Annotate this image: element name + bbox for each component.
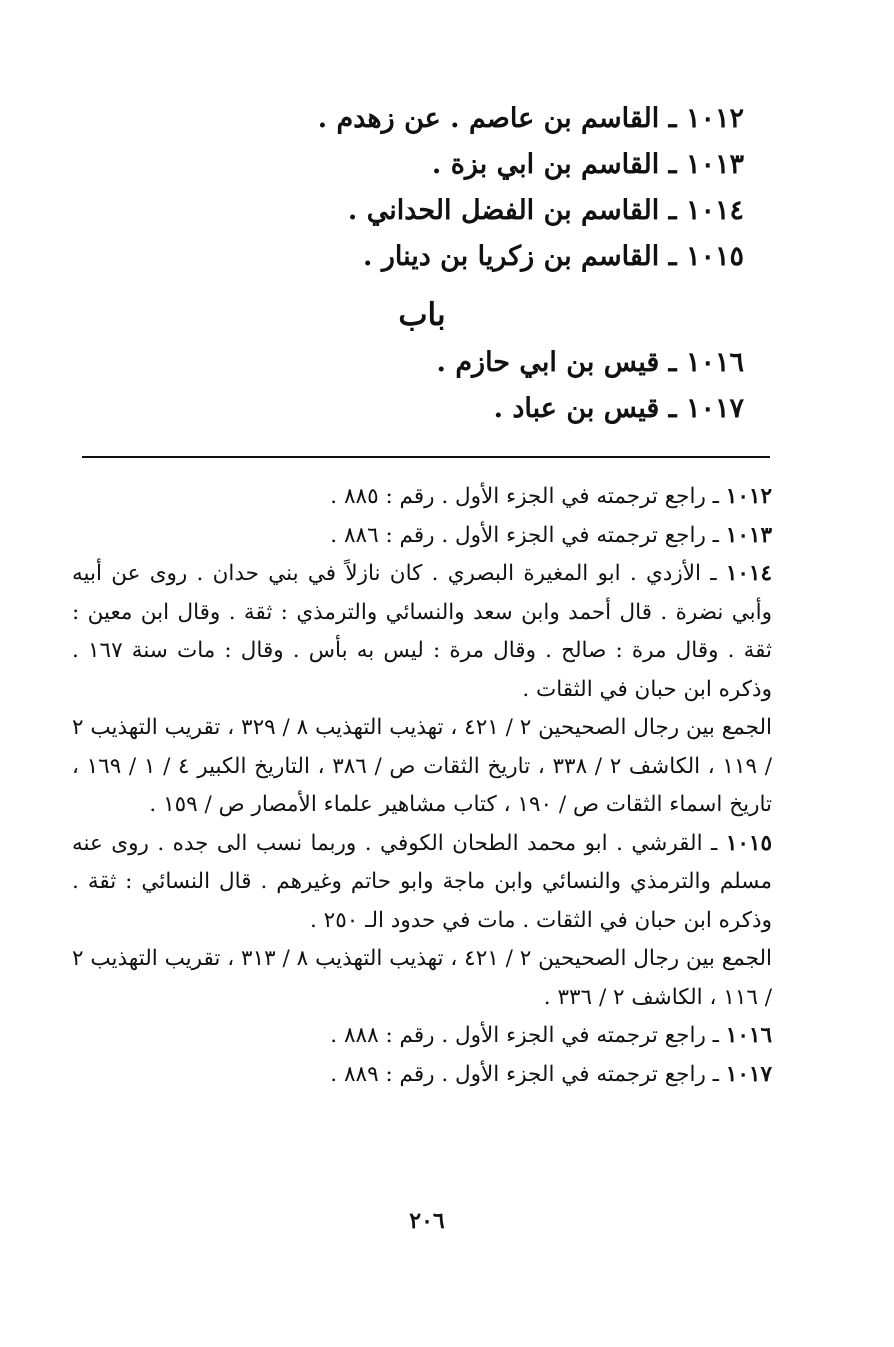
footnote-number: ١٠١٢ <box>725 484 772 509</box>
footnote-number: ١٠١٦ <box>725 1023 772 1048</box>
footnote-1014: ١٠١٤ ـ الأزدي . ابو المغيرة البصري . كان نازلاً في بني حدان . روى عن أبيه وأبي نضرة . قال أحمد وابن سعد والنسائي والترمذي : ثقة . وقال ابن معين : ثقة . وقال مرة : صالح . وقال مرة : ليس به بأس . وقال : مات سنة ١٦٧ . وذكره ابن حبان في الثقات . <box>72 561 773 702</box>
footnote-text: راجع ترجمته في الجزء الأول . رقم : ٨٨٥ . <box>330 484 706 509</box>
footnote-text: الأزدي . ابو المغيرة البصري . كان نازلاً في بني حدان . روى عن أبيه وأبي نضرة . قال أحمد وابن سعد والنسائي والترمذي : ثقة . وقال ابن معين : ثقة . وقال مرة : صالح . وقال مرة : ليس به بأس . وقال : مات سنة ١٦٧ . وذكره ابن حبان في الثقات . <box>72 561 772 702</box>
entry-number: ١٠١٧ <box>685 393 744 424</box>
section-entries-list <box>184 340 744 432</box>
footnote-1015: ١٠١٥ ـ القرشي . ابو محمد الطحان الكوفي . وربما نسب الى جده . روى عنه مسلم والترمذي والنسائي وابن ماجة وابو حاتم وغيرهم . قال النسائي : ثقة . وذكره ابن حبان في الثقات . مات في حدود الـ ٢٥٠ . <box>72 830 773 933</box>
footnote-1014-references: الجمع بين رجال الصحيحين ٢ / ٤٢١ ، تهذيب التهذيب ٨ / ٣٢٩ ، تقريب التهذيب ٢ / ١١٩ ، الكاشف ٢ / ٣٣٨ ، تاريخ الثقات ص / ٣٨٦ ، التاريخ الكبير ٤ / ١ / ١٦٩ ، تاريخ اسماء الثقات ص / ١٩٠ ، كتاب مشاهير علماء الأمصار ص / ١٥٩ . <box>72 715 772 817</box>
footnote-text: القرشي . ابو محمد الطحان الكوفي . وربما نسب الى جده . روى عنه مسلم والترمذي والنسائي وابن ماجة وابو حاتم وغيرهم . قال النسائي : ثقة . وذكره ابن حبان في الثقات . مات في حدود الـ ٢٥٠ . <box>72 830 772 933</box>
footnote-text: راجع ترجمته في الجزء الأول . رقم : ٨٨٦ . <box>330 522 706 548</box>
footnote-number: ١٠١٣ <box>725 522 772 548</box>
footnote-text: راجع ترجمته في الجزء الأول . رقم : ٨٨٨ . <box>330 1023 706 1048</box>
entry-text: قيس بن ابي حازم . <box>436 347 660 378</box>
footnote-divider <box>82 456 770 458</box>
entry-number: ١٠١٣ <box>685 149 744 180</box>
footnote-1015-references: الجمع بين رجال الصحيحين ٢ / ٤٢١ ، تهذيب التهذيب ٨ / ٣١٣ ، تقريب التهذيب ٢ / ١١٦ ، الكاشف ٢ / ٣٣٦ . <box>72 946 772 1010</box>
footnote-text: راجع ترجمته في الجزء الأول . رقم : ٨٨٩ . <box>330 1061 706 1087</box>
entry-text: قيس بن عباد . <box>493 393 660 424</box>
footnote-number: ١٠١٤ <box>725 561 773 586</box>
entry-text: القاسم بن ابي بزة . <box>431 149 660 180</box>
entry-number: ١٠١٥ <box>685 241 744 272</box>
entry-1012: ١٠١٢ ـ القاسم بن عاصم . عن زهدم . <box>317 103 744 134</box>
entry-1017: ١٠١٧ ـ قيس بن عباد . <box>493 393 744 424</box>
footnotes <box>72 478 772 1094</box>
entry-text: القاسم بن عاصم . عن زهدم . <box>317 103 660 134</box>
section-title: باب <box>398 297 446 333</box>
entry-1013: ١٠١٣ ـ القاسم بن ابي بزة . <box>431 149 744 180</box>
entry-number: ١٠١٢ <box>685 103 744 134</box>
page-number: ٢٠٦ <box>409 1208 445 1234</box>
entry-1016: ١٠١٦ ـ قيس بن ابي حازم . <box>436 347 744 378</box>
entry-text: القاسم بن الفضل الحداني . <box>347 195 660 226</box>
entry-text: القاسم بن زكريا بن دينار . <box>363 241 660 272</box>
footnote-1017: ١٠١٧ ـ راجع ترجمته في الجزء الأول . رقم : ٨٨٩ . <box>330 1061 772 1087</box>
footnote-1016: ١٠١٦ ـ راجع ترجمته في الجزء الأول . رقم : ٨٨٨ . <box>330 1023 772 1048</box>
footnote-number: ١٠١٥ <box>725 830 773 856</box>
main-entries-list <box>184 96 744 280</box>
entry-number: ١٠١٦ <box>685 347 744 378</box>
entry-1015: ١٠١٥ ـ القاسم بن زكريا بن دينار . <box>363 241 744 272</box>
footnote-1013: ١٠١٣ ـ راجع ترجمته في الجزء الأول . رقم : ٨٨٦ . <box>330 522 772 548</box>
footnote-number: ١٠١٧ <box>725 1061 772 1087</box>
footnote-1012: ١٠١٢ ـ راجع ترجمته في الجزء الأول . رقم : ٨٨٥ . <box>330 484 772 509</box>
entry-number: ١٠١٤ <box>685 195 744 226</box>
entry-1014: ١٠١٤ ـ القاسم بن الفضل الحداني . <box>347 195 744 226</box>
